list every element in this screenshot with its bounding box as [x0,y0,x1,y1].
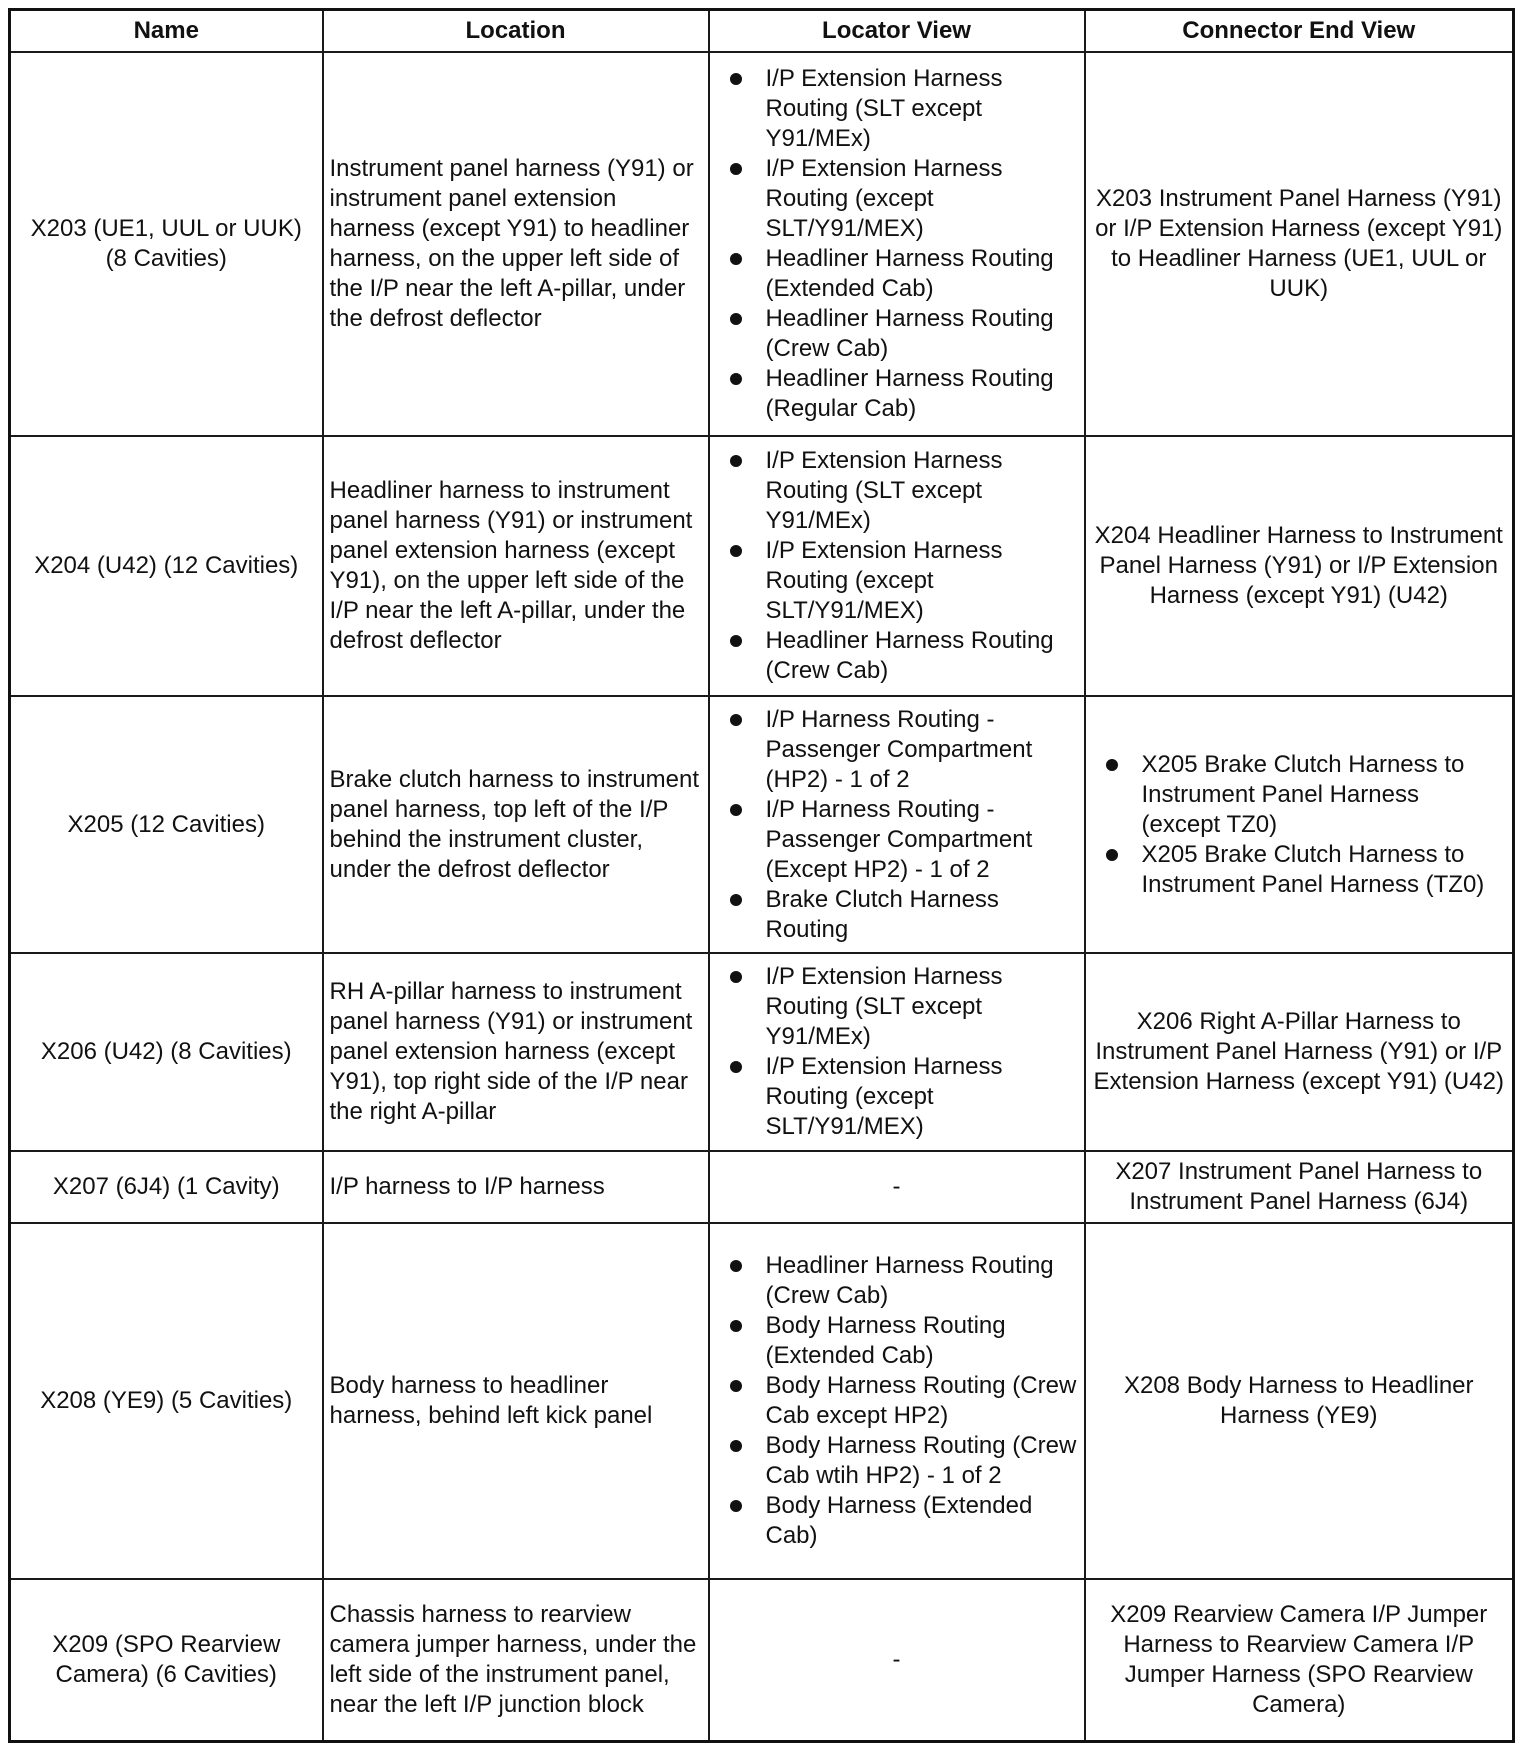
row-name: X204 (U42) (12 Cavities) [10,436,323,696]
header-locator-view: Locator View [709,10,1085,53]
row-locator-view [709,953,1085,1151]
table-row [10,696,1514,953]
locator-view-link[interactable]: Brake Clutch Harness Routing [726,885,1078,945]
row-connector-end-view [1085,696,1514,953]
locator-view-list [726,64,1078,424]
row-locator-view [709,1223,1085,1579]
locator-view-link[interactable]: Body Harness Routing (Extended Cab) [726,1311,1078,1371]
row-name: X208 (YE9) (5 Cavities) [10,1223,323,1579]
locator-view-link[interactable]: I/P Extension Harness Routing (except SLT/Y91/MEX) [726,536,1078,626]
locator-view-list [726,705,1078,945]
row-location: Instrument panel harness (Y91) or instrument panel extension harness (except Y91) to headliner harness, on the upper left side of the I/P near the left A-pillar, under the defrost deflector [323,52,709,436]
locator-view-link[interactable]: Headliner Harness Routing (Extended Cab) [726,244,1078,304]
row-name: X207 (6J4) (1 Cavity) [10,1151,323,1223]
connector-end-view-list [1102,750,1505,900]
table-row [10,1151,1514,1223]
row-connector-end-view[interactable]: X203 Instrument Panel Harness (Y91) or I/P Extension Harness (except Y91) to Headliner Harness (UE1, UUL or UUK) [1085,52,1514,436]
row-locator-view [709,696,1085,953]
locator-view-link[interactable]: I/P Extension Harness Routing (SLT except Y91/MEx) [726,962,1078,1052]
locator-view-link[interactable]: I/P Harness Routing - Passenger Compartment (HP2) - 1 of 2 [726,705,1078,795]
locator-view-list [726,1251,1078,1551]
table-row [10,1579,1514,1742]
table-row [10,1223,1514,1579]
row-connector-end-view[interactable]: X209 Rearview Camera I/P Jumper Harness to Rearview Camera I/P Jumper Harness (SPO Rearview Camera) [1085,1579,1514,1742]
row-locator-view [709,436,1085,696]
header-connector-end-view: Connector End View [1085,10,1514,53]
row-name: X203 (UE1, UUL or UUK) (8 Cavities) [10,52,323,436]
locator-view-link[interactable]: Body Harness Routing (Crew Cab wtih HP2) - 1 of 2 [726,1431,1078,1491]
locator-view-link[interactable]: Headliner Harness Routing (Crew Cab) [726,1251,1078,1311]
row-location: Body harness to headliner harness, behind left kick panel [323,1223,709,1579]
row-name: X206 (U42) (8 Cavities) [10,953,323,1151]
connector-end-view-link[interactable]: X205 Brake Clutch Harness to Instrument Panel Harness (except TZ0) [1102,750,1505,840]
table-row [10,52,1514,436]
locator-view-list [726,446,1078,686]
header-name: Name [10,10,323,53]
locator-view-link[interactable]: Headliner Harness Routing (Crew Cab) [726,304,1078,364]
row-connector-end-view[interactable]: X207 Instrument Panel Harness to Instrument Panel Harness (6J4) [1085,1151,1514,1223]
locator-view-link[interactable]: I/P Harness Routing - Passenger Compartment (Except HP2) - 1 of 2 [726,795,1078,885]
locator-view-link[interactable]: I/P Extension Harness Routing (SLT except Y91/MEx) [726,64,1078,154]
table-row [10,953,1514,1151]
table-header-row [10,10,1514,53]
locator-view-link[interactable]: Body Harness (Extended Cab) [726,1491,1078,1551]
locator-view-link[interactable]: Body Harness Routing (Crew Cab except HP2) [726,1371,1078,1431]
row-location: I/P harness to I/P harness [323,1151,709,1223]
locator-view-link[interactable]: I/P Extension Harness Routing (except SLT/Y91/MEX) [726,1052,1078,1142]
locator-view-link[interactable]: Headliner Harness Routing (Regular Cab) [726,364,1078,424]
locator-view-link[interactable]: I/P Extension Harness Routing (SLT except Y91/MEx) [726,446,1078,536]
row-locator-view [709,52,1085,436]
row-connector-end-view[interactable]: X204 Headliner Harness to Instrument Panel Harness (Y91) or I/P Extension Harness (except Y91) (U42) [1085,436,1514,696]
locator-view-link[interactable]: I/P Extension Harness Routing (except SLT/Y91/MEX) [726,154,1078,244]
locator-view-link[interactable]: Headliner Harness Routing (Crew Cab) [726,626,1078,686]
row-name: X205 (12 Cavities) [10,696,323,953]
connector-end-view-link[interactable]: X205 Brake Clutch Harness to Instrument Panel Harness (TZ0) [1102,840,1505,900]
connector-table-container [8,8,1515,1743]
row-location: Chassis harness to rearview camera jumper harness, under the left side of the instrument panel, near the left I/P junction block [323,1579,709,1742]
connector-table [8,8,1515,1743]
row-locator-view: - [709,1151,1085,1223]
row-location: Headliner harness to instrument panel harness (Y91) or instrument panel extension harness (except Y91), on the upper left side of the I/P near the left A-pillar, under the defrost deflector [323,436,709,696]
row-location: RH A-pillar harness to instrument panel harness (Y91) or instrument panel extension harness (except Y91), top right side of the I/P near the right A-pillar [323,953,709,1151]
row-locator-view: - [709,1579,1085,1742]
locator-view-list [726,962,1078,1142]
header-location: Location [323,10,709,53]
row-name: X209 (SPO Rearview Camera) (6 Cavities) [10,1579,323,1742]
row-location: Brake clutch harness to instrument panel harness, top left of the I/P behind the instrument cluster, under the defrost deflector [323,696,709,953]
row-connector-end-view[interactable]: X206 Right A-Pillar Harness to Instrument Panel Harness (Y91) or I/P Extension Harness (except Y91) (U42) [1085,953,1514,1151]
row-connector-end-view[interactable]: X208 Body Harness to Headliner Harness (YE9) [1085,1223,1514,1579]
table-row [10,436,1514,696]
